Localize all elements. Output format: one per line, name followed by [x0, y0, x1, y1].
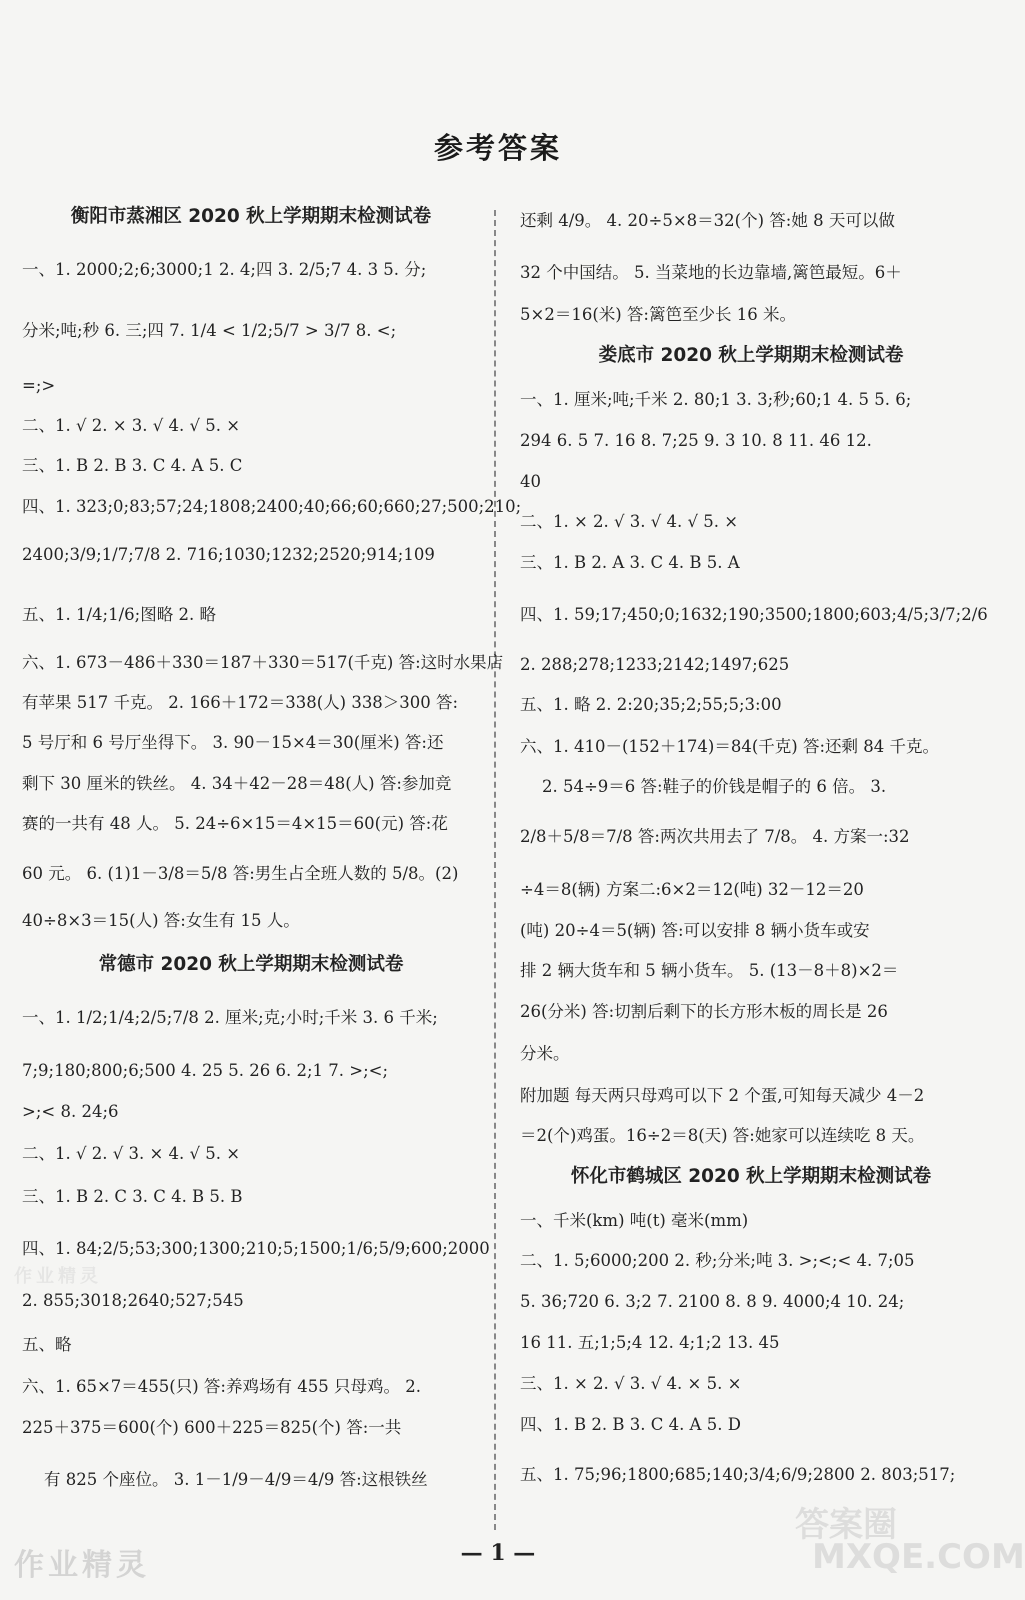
- answer-line: 还剩 4/9。 4. 20÷5×8＝32(个) 答:她 8 天可以做: [520, 211, 895, 230]
- answer-line: 附加题 每天两只母鸡可以下 2 个蛋,可知每天减少 4－2: [520, 1086, 925, 1105]
- answer-line: 5 号厅和 6 号厅坐得下。 3. 90－15×4＝30(厘米) 答:还: [22, 733, 444, 752]
- answer-line: 2. 288;278;1233;2142;1497;625: [520, 655, 790, 674]
- answer-line: 分米。: [520, 1044, 570, 1063]
- answer-line: 一、千米(km) 吨(t) 毫米(mm): [520, 1211, 749, 1230]
- answer-line: 294 6. 5 7. 16 8. 7;25 9. 3 10. 8 11. 46 12.: [520, 431, 872, 450]
- answer-line: 40: [520, 472, 541, 491]
- answer-line: 二、1. × 2. √ 3. √ 4. √ 5. ×: [520, 512, 739, 531]
- answer-line: 四、1. 84;2/5;53;300;1300;210;5;1500;1/6;5/9;600;2000: [22, 1239, 490, 1258]
- answer-line: 剩下 30 厘米的铁丝。 4. 34＋42－28＝48(人) 答:参加竞: [22, 774, 452, 793]
- page-title: 参考答案: [433, 131, 562, 165]
- answer-line: 五、略: [22, 1335, 72, 1354]
- watermark-logo: 答案圈: [795, 1505, 897, 1545]
- answer-line: 二、1. √ 2. √ 3. × 4. √ 5. ×: [22, 1144, 241, 1163]
- answer-line: 有苹果 517 千克。 2. 166＋172＝338(人) 338＞300 答:: [22, 693, 459, 712]
- answer-line: 六、1. 410－(152＋174)＝84(千克) 答:还剩 84 千克。: [520, 737, 940, 756]
- answer-line: 16 11. 五;1;5;4 12. 4;1;2 13. 45: [520, 1333, 780, 1352]
- answer-line: ÷4＝8(辆) 方案二:6×2＝12(吨) 32－12＝20: [520, 880, 864, 899]
- answer-line: 五、1. 75;96;1800;685;140;3/4;6/9;2800 2. 803;517;: [520, 1465, 956, 1484]
- watermark-bottom-left: 作业精灵: [14, 1548, 150, 1583]
- answer-line: 赛的一共有 48 人。 5. 24÷6×15＝4×15＝60(元) 答:花: [22, 814, 448, 833]
- answer-line: 三、1. B 2. B 3. C 4. A 5. C: [22, 456, 243, 475]
- answer-line: 225＋375＝600(个) 600＋225＝825(个) 答:一共: [22, 1418, 402, 1437]
- section-heading: 娄底市 2020 秋上学期期末检测试卷: [598, 345, 904, 366]
- answer-line: 有 825 个座位。 3. 1－1/9－4/9＝4/9 答:这根铁丝: [44, 1470, 428, 1489]
- answer-line: 7;9;180;800;6;500 4. 25 5. 26 6. 2;1 7. >;<;: [22, 1061, 389, 1080]
- section-heading: 怀化市鹤城区 2020 秋上学期期末检测试卷: [570, 1166, 932, 1187]
- answer-line: 32 个中国结。 5. 当菜地的长边靠墙,篱笆最短。6＋: [520, 263, 902, 282]
- section-heading: 常德市 2020 秋上学期期末检测试卷: [98, 954, 404, 975]
- answer-line: 一、1. 1/2;1/4;2/5;7/8 2. 厘米;克;小时;千米 3. 6 千米;: [22, 1008, 438, 1027]
- answer-line: 三、1. B 2. C 3. C 4. B 5. B: [22, 1187, 243, 1206]
- answer-line: 五、1. 1/4;1/6;图略 2. 略: [22, 605, 216, 624]
- answer-line: 二、1. 5;6000;200 2. 秒;分米;吨 3. >;<;< 4. 7;05: [520, 1251, 915, 1270]
- answer-line: 四、1. B 2. B 3. C 4. A 5. D: [520, 1415, 741, 1434]
- answer-line: 六、1. 673－486＋330＝187＋330＝517(千克) 答:这时水果店: [22, 653, 504, 672]
- answer-line: ＝2(个)鸡蛋。16÷2＝8(天) 答:她家可以连续吃 8 天。: [520, 1126, 925, 1145]
- answer-line: 四、1. 59;17;450;0;1632;190;3500;1800;603;4/5;3/7;2/6: [520, 605, 988, 624]
- answer-line: 40÷8×3＝15(人) 答:女生有 15 人。: [22, 911, 300, 930]
- answer-line: >;< 8. 24;6: [22, 1102, 119, 1121]
- answer-line: 2. 54÷9＝6 答:鞋子的价钱是帽子的 6 倍。 3.: [542, 777, 887, 796]
- answer-line: (吨) 20÷4＝5(辆) 答:可以安排 8 辆小货车或安: [520, 921, 870, 940]
- answer-line: 2400;3/9;1/7;7/8 2. 716;1030;1232;2520;914;109: [22, 545, 435, 564]
- page-number: — 1 —: [460, 1540, 536, 1566]
- watermark-url: MXQE.COM: [812, 1537, 1025, 1577]
- answer-line: 三、1. B 2. A 3. C 4. B 5. A: [520, 553, 740, 572]
- watermark-mid-left: 作业精灵: [14, 1266, 102, 1287]
- answer-line: 2. 855;3018;2640;527;545: [22, 1291, 244, 1310]
- answer-line: 5×2＝16(米) 答:篱笆至少长 16 米。: [520, 305, 796, 324]
- answer-line: 排 2 辆大货车和 5 辆小货车。 5. (13－8＋8)×2＝: [520, 961, 899, 980]
- answer-line: 一、1. 厘米;吨;千米 2. 80;1 3. 3;秒;60;1 4. 5 5. 6;: [520, 390, 912, 409]
- answer-line: 二、1. √ 2. × 3. √ 4. √ 5. ×: [22, 416, 241, 435]
- section-heading: 衡阳市蒸湘区 2020 秋上学期期末检测试卷: [70, 206, 432, 227]
- answer-line: 26(分米) 答:切割后剩下的长方形木板的周长是 26: [520, 1002, 888, 1021]
- column-divider: [494, 210, 496, 1530]
- answer-line: 三、1. × 2. √ 3. √ 4. × 5. ×: [520, 1374, 742, 1393]
- answer-line: 5. 36;720 6. 3;2 7. 2100 8. 8 9. 4000;4 10. 24;: [520, 1292, 905, 1311]
- answer-line: =;>: [22, 376, 56, 395]
- answer-line: 六、1. 65×7＝455(只) 答:养鸡场有 455 只母鸡。 2.: [22, 1377, 421, 1396]
- answer-line: 一、1. 2000;2;6;3000;1 2. 4;四 3. 2/5;7 4. 3 5. 分;: [22, 260, 427, 279]
- answer-line: 四、1. 323;0;83;57;24;1808;2400;40;66;60;660;27;500;210;: [22, 497, 522, 516]
- answer-line: 分米;吨;秒 6. 三;四 7. 1/4 < 1/2;5/7 > 3/7 8. <;: [22, 321, 397, 340]
- answer-line: 60 元。 6. (1)1－3/8＝5/8 答:男生占全班人数的 5/8。(2): [22, 864, 459, 883]
- answer-line: 五、1. 略 2. 2:20;35;2;55;5;3:00: [520, 695, 782, 714]
- answer-line: 2/8＋5/8＝7/8 答:两次共用去了 7/8。 4. 方案一:32: [520, 827, 910, 846]
